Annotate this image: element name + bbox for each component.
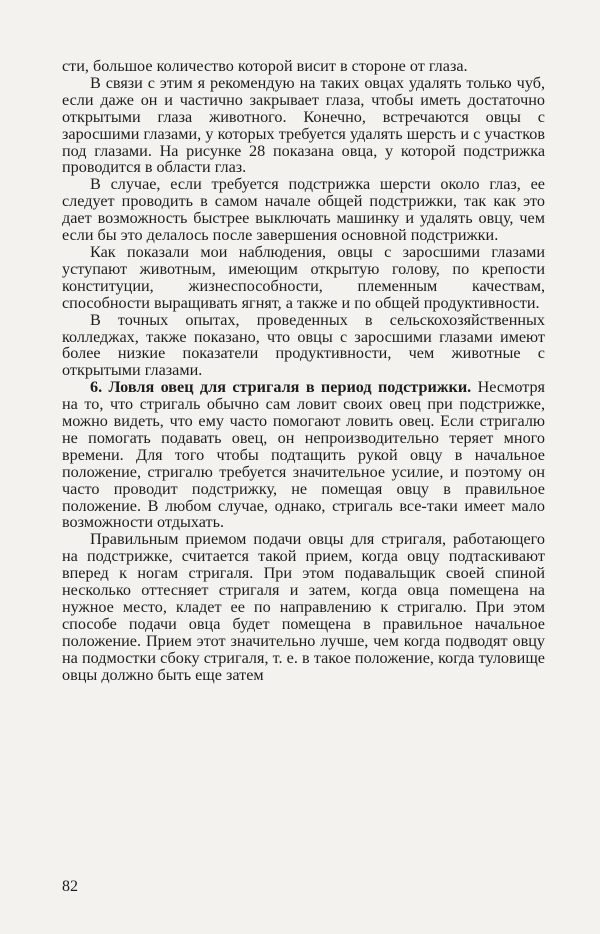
page-body (62, 58, 545, 684)
paragraph-recommendation: В связи с этим я рекомендую на таких овцах удалять только чуб, если даже он и частично закрывает глаза, чтобы иметь достаточно открытыми глаза животного. Конечно, встречаются овцы с заросшими глазами, у которых требуется удалять шерсть и с участков под глазами. На рисунке 28 показана овца, у которой подстрижка проводится в области глаз. (62, 73, 545, 177)
section-heading: 6. Ловля овец для стригаля в период подстрижки. (90, 378, 472, 397)
paragraph-feeding-technique: Правильным приемом подачи овцы для стригаля, работающего на подстрижке, считается такой прием, когда овцу подтаскивают вперед к ногам стригаля. При этом подавальщик своей спиной несколько оттесняет стригаля и затем, когда овца помещена на нужное место, кладет ее по направлению к стригалю. При этом способе подачи овца будет помещена в правильное начальное положение. Прием этот значительно лучше, чем когда подводят овцу на подмостки сбоку стригаля, т. е. в такое положение, когда туловище овцы должно быть еще затем (62, 530, 545, 684)
page-number: 82 (62, 878, 78, 895)
paragraph-observations: Как показали мои наблюдения, овцы с заросшими глазами уступают животным, имеющим открытую голову, по крепости конституции, жизнеспособности, племенным качествам, способности выращивать ягнят, а также и по общей продуктивности. (62, 242, 545, 312)
section-body: Несмотря на то, что стригаль обычно сам ловит своих овец при подстрижке, можно видеть, что ему часто помогают ловить овец. Если стригалю не помогать подавать овец, он непроизводительно теряет много времени. Для того чтобы подтащить рукой овцу в начальное положение, стригалю требуется значительное усилие, и поэтому он часто проводит подстрижку, не помещая овцу в правильное положение. В любом случае, однако, стригаль все-таки имеет мало возможности отдыхать. (62, 378, 546, 532)
paragraph-eye-shearing: В случае, если требуется подстрижка шерсти около глаз, ее следует проводить в самом начале общей подстрижки, так как это дает возможность быстрее выключать машинку и удалять овцу, чем если бы это делалось после завершения основной подстрижки. (62, 175, 545, 245)
paragraph-continuation: сти, большое количество которой висит в стороне от глаза. (62, 57, 468, 75)
paragraph-experiments: В точных опытах, проведенных в сельскохозяйственных колледжах, также показано, что овцы с заросшими глазами имеют более низкие показатели продуктивности, чем животные с открытыми глазами. (62, 310, 545, 380)
section-paragraph (62, 379, 545, 531)
